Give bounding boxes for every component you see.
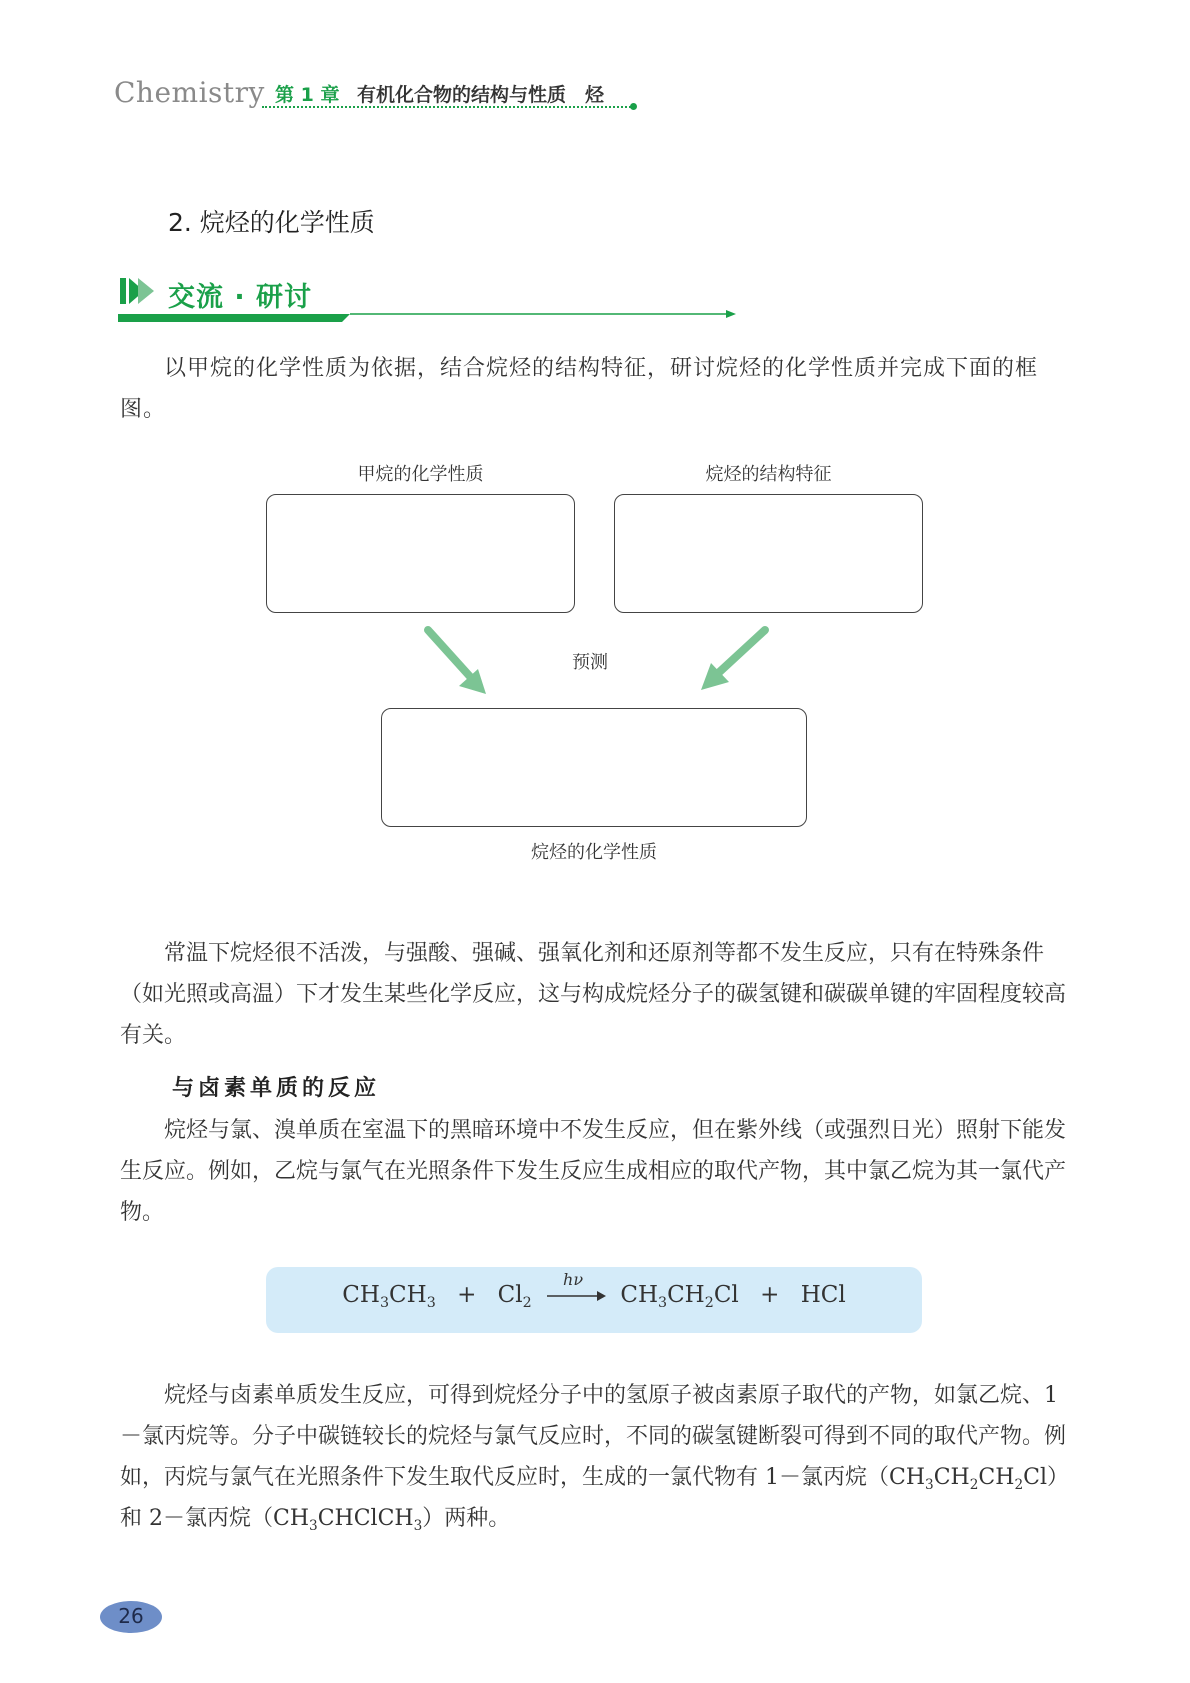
chapter-number: 第 1 章	[275, 84, 340, 106]
section-title: 2. 烷烃的化学性质	[168, 208, 375, 237]
header-rule-dot	[630, 103, 637, 110]
product-chloroethane: $CH_3CH_2Cl$	[620, 1282, 739, 1311]
alkane-structure-box	[614, 494, 923, 613]
alkane-properties-box	[381, 708, 807, 827]
plus-sign: +	[457, 1282, 477, 1308]
alkane-structure-label: 烷烃的结构特征	[705, 464, 832, 485]
paragraph-halogen: 烷烃与氯、溴单质在室温下的黑暗环境中不发生反应，但在紫外线（或强烈日光）照射下能发生反应。例如，乙烷与氯气在光照条件下发生反应生成相应的取代产物，其中氯乙烷为其一氯代产物。	[120, 1118, 1067, 1225]
subheading-halogen-reaction: 与卤素单质的反应	[172, 1075, 381, 1101]
reaction-arrow	[545, 1270, 607, 1306]
discussion-underline	[118, 306, 738, 326]
product-hcl: HCl	[800, 1282, 846, 1308]
chemical-equation	[266, 1270, 922, 1311]
header-brand: Chemistry	[114, 76, 265, 109]
formula-1-chloropropane: $CH_3CH_2CH_2Cl$	[889, 1465, 1047, 1493]
arrow-right-icon	[701, 630, 765, 690]
page-number: 26	[118, 1604, 144, 1628]
yield-arrow-icon	[545, 1290, 607, 1302]
light-condition: hν	[563, 1270, 584, 1289]
paragraph-inertness: 常温下烷烃很不活泼，与强酸、强碱、强氧化剂和还原剂等都不发生反应，只有在特殊条件（如光照或高温）下才发生某些化学反应，这与构成烷烃分子的碳氢键和碳碳单键的牢固程度较高有关。	[120, 941, 1067, 1048]
alkane-properties-label: 烷烃的化学性质	[531, 842, 657, 863]
reactant-ethane: $CH_3CH_3$	[342, 1282, 436, 1311]
play-forward-icon	[120, 276, 156, 306]
reactant-chlorine: $Cl_2$	[497, 1282, 532, 1311]
discussion-title: 交流 · 研讨	[168, 282, 313, 313]
chapter-title: 有机化合物的结构与性质 烃	[357, 84, 605, 106]
plus-sign: +	[760, 1282, 780, 1308]
formula-2-chloropropane: $CH_3CHClCH_3$	[273, 1506, 423, 1534]
methane-properties-box	[266, 494, 575, 613]
discussion-text: 以甲烷的化学性质为依据，结合烷烃的结构特征，研讨烷烃的化学性质并完成下面的框图。	[120, 356, 1039, 422]
methane-properties-label: 甲烷的化学性质	[357, 464, 484, 485]
arrow-left-icon	[428, 630, 486, 694]
header-dotted-rule	[262, 106, 634, 108]
paragraph-substitution: 烷烃与卤素单质发生反应，可得到烷烃分子中的氢原子被卤素原子取代的产物，如氯乙烷、1－氯丙烷等。分子中碳链较长的烷烃与氯气反应时，不同的碳氢键断裂可得到不同的取代产物。例如，丙烷与氯气在光照条件下发生取代反应时，生成的一氯代物有 1－氯丙烷$(CH_3CH_2CH_2Cl)$和 2－氯丙烷$(CH_3CHClCH_3)$两种。	[120, 1383, 1069, 1534]
predict-label: 预测	[572, 652, 608, 673]
